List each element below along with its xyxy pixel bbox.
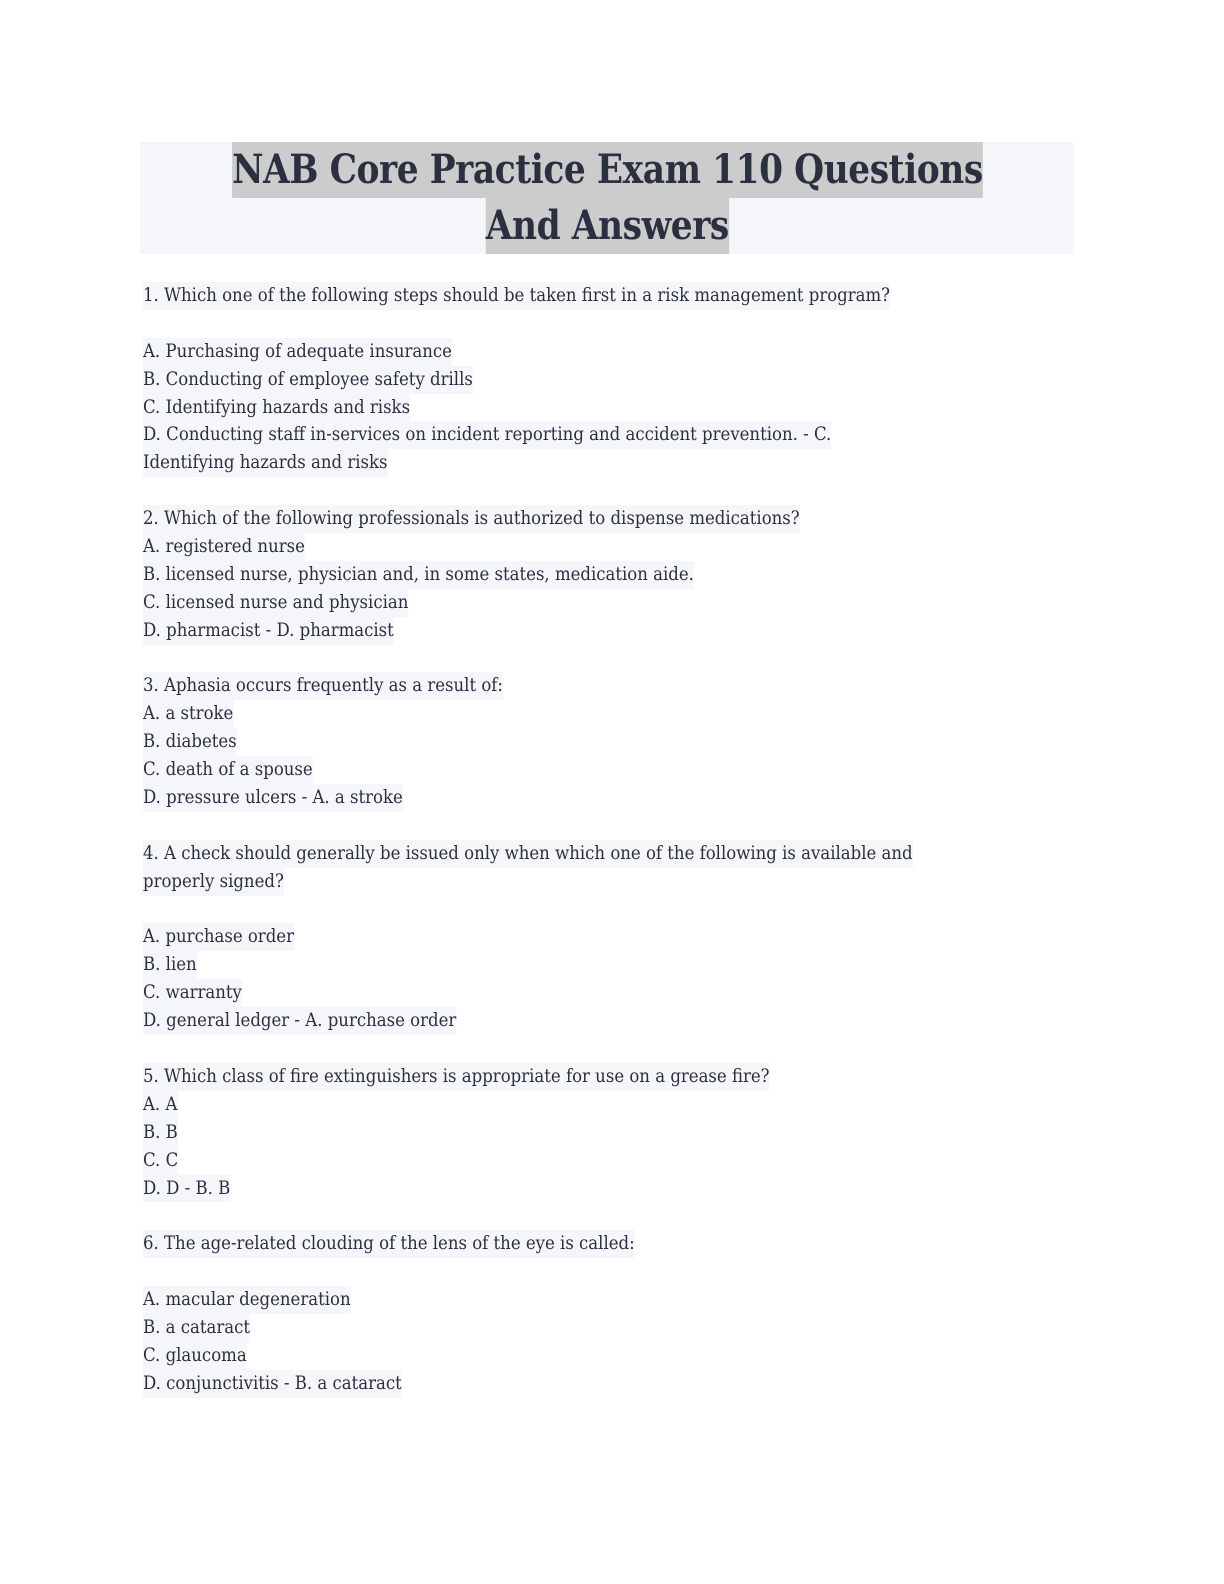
option-c: C. glaucoma — [143, 1342, 247, 1370]
option-b: B. Conducting of employee safety drills — [143, 366, 473, 394]
option-d-with-answer: D. D - B. B — [143, 1175, 230, 1203]
option-b: B. B — [143, 1119, 178, 1147]
question-text-continuation: properly signed? — [143, 868, 284, 896]
document-title — [140, 142, 1074, 254]
question-text: 4. A check should generally be issued only when which one of the following is available and — [143, 840, 913, 868]
question-1 — [143, 282, 1083, 477]
option-d-with-answer: D. pharmacist - D. pharmacist — [143, 617, 394, 645]
option-a: A. purchase order — [143, 923, 294, 951]
title-line-2: And Answers — [485, 198, 728, 254]
question-text: 1. Which one of the following steps should be taken first in a risk management program? — [143, 282, 890, 310]
option-d-with-answer: D. conjunctivitis - B. a cataract — [143, 1370, 402, 1398]
option-a: A. Purchasing of adequate insurance — [143, 338, 452, 366]
option-b: B. lien — [143, 951, 197, 979]
option-a: A. macular degeneration — [143, 1286, 351, 1314]
question-text: 3. Aphasia occurs frequently as a result of: — [143, 672, 503, 700]
option-c: C. licensed nurse and physician — [143, 589, 408, 617]
option-c: C. C — [143, 1147, 178, 1175]
option-b: B. licensed nurse, physician and, in some states, medication aide. — [143, 561, 694, 589]
question-text: 6. The age-related clouding of the lens of the eye is called: — [143, 1230, 635, 1258]
option-a: A. a stroke — [143, 700, 233, 728]
option-d-with-answer: D. Conducting staff in-services on incident reporting and accident prevention. - C. — [143, 421, 831, 449]
option-d-with-answer: D. general ledger - A. purchase order — [143, 1007, 456, 1035]
title-line-1: NAB Core Practice Exam 110 Questions — [232, 142, 983, 198]
question-list — [143, 282, 1083, 1398]
question-5 — [143, 1063, 1083, 1202]
option-c: C. Identifying hazards and risks — [143, 394, 410, 422]
option-c: C. warranty — [143, 979, 242, 1007]
option-b: B. diabetes — [143, 728, 237, 756]
option-b: B. a cataract — [143, 1314, 250, 1342]
option-d-with-answer: D. pressure ulcers - A. a stroke — [143, 784, 403, 812]
question-text: 2. Which of the following professionals is authorized to dispense medications? — [143, 505, 800, 533]
option-a: A. A — [143, 1091, 177, 1119]
question-3 — [143, 672, 1083, 811]
question-4 — [143, 840, 1083, 1035]
question-2 — [143, 505, 1083, 644]
option-c: C. death of a spouse — [143, 756, 313, 784]
question-6 — [143, 1230, 1083, 1397]
answer-continuation: Identifying hazards and risks — [143, 449, 387, 477]
question-text: 5. Which class of fire extinguishers is appropriate for use on a grease fire? — [143, 1063, 770, 1091]
option-a: A. registered nurse — [143, 533, 305, 561]
